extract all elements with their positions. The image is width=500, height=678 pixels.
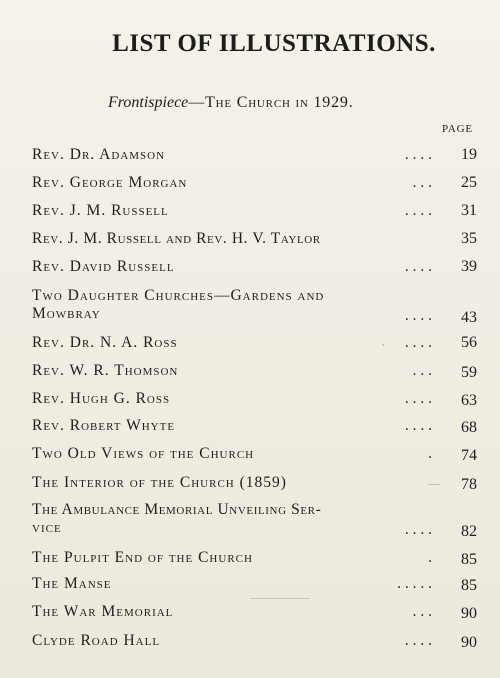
entry-page: 43 [461,309,477,326]
frontispiece-label: Frontispiece [108,94,189,111]
entry-title: Rev. Dr. Adamson [32,146,166,163]
leader-dots: . . . [412,174,432,191]
list-item [32,390,477,408]
paper-mark [250,598,310,599]
entry-page: 59 [461,364,477,381]
list-item [32,501,477,551]
leader-dots: . . . . [404,632,432,649]
list-item [32,202,477,220]
list-item [32,334,477,352]
list-item [32,474,477,492]
leader-dots: . . . . [404,390,432,407]
entry-page: 90 [461,605,477,622]
leader-dots: . . . . [404,417,432,434]
leader-dots: . . . . [404,258,432,275]
list-item [32,575,477,593]
entry-title-continued: Mowbray [32,305,101,322]
leader-dots: . . . [412,603,432,620]
entry-page: 68 [461,419,477,436]
list-item [32,258,477,276]
entry-title: The Interior of the Church (1859) [32,474,287,491]
entry-page: 25 [461,174,477,191]
entry-title: Rev. W. R. Thomson [32,362,179,379]
list-item [32,603,477,621]
leader-dots: . . . [412,362,432,379]
leader-dots: . [428,549,432,566]
paper-speck [382,344,384,346]
entry-title: Two Daughter Churches—Gardens and [32,287,325,304]
entry-title: Rev. J. M. Russell [32,202,169,219]
entry-title: Rev. David Russell [32,258,175,275]
page-column-header: PAGE [442,123,473,135]
leader-dots: . [428,445,432,462]
entry-title: Rev. Robert Whyte [32,417,176,434]
entry-page: 63 [461,392,477,409]
leader-dots: . . . . [404,521,432,538]
list-item [32,445,477,463]
entry-page: 85 [461,551,477,568]
entry-title: The Ambulance Memorial Unveiling Ser- [32,501,322,518]
entry-title: The War Memorial [32,603,174,620]
entry-title: Two Old Views of the Church [32,445,255,462]
leader-dots: . . . . [404,307,432,324]
page-title: LIST OF ILLUSTRATIONS. [112,30,436,57]
leader-dots: . . . . . [397,575,432,592]
entry-page: 31 [461,202,477,219]
entry-title: The Manse [32,575,112,592]
list-item [32,632,477,650]
list-item [32,362,477,380]
list-item [32,417,477,435]
entry-page: 35 [461,230,477,247]
list-item [32,549,477,567]
frontispiece-text: —The Church in 1929. [188,94,354,111]
entry-title: Rev. Dr. N. A. Ross [32,334,178,351]
leader-dots: . . . . [404,146,432,163]
entry-page: 90 [461,634,477,651]
entry-page: 56 [461,334,477,351]
entry-page: 39 [461,258,477,275]
paper-mark [428,484,440,485]
entry-title-continued: vice [32,519,62,536]
leader-dots: . . . . [404,202,432,219]
entry-page: 78 [461,476,477,493]
list-item [32,174,477,192]
entry-page: 85 [461,577,477,594]
entry-title: Clyde Road Hall [32,632,161,649]
entry-title: Rev. George Morgan [32,174,188,191]
entry-title: Rev. J. M. Russell and Rev. H. V. Taylor [32,230,321,247]
entry-page: 82 [461,523,477,540]
entry-page: 19 [461,146,477,163]
list-item [32,230,477,248]
entry-title: The Pulpit End of the Church [32,549,253,566]
entry-title: Rev. Hugh G. Ross [32,390,171,407]
list-item [32,287,477,337]
entry-page: 74 [461,447,477,464]
leader-dots: . . . . [404,334,432,351]
list-item [32,146,477,164]
